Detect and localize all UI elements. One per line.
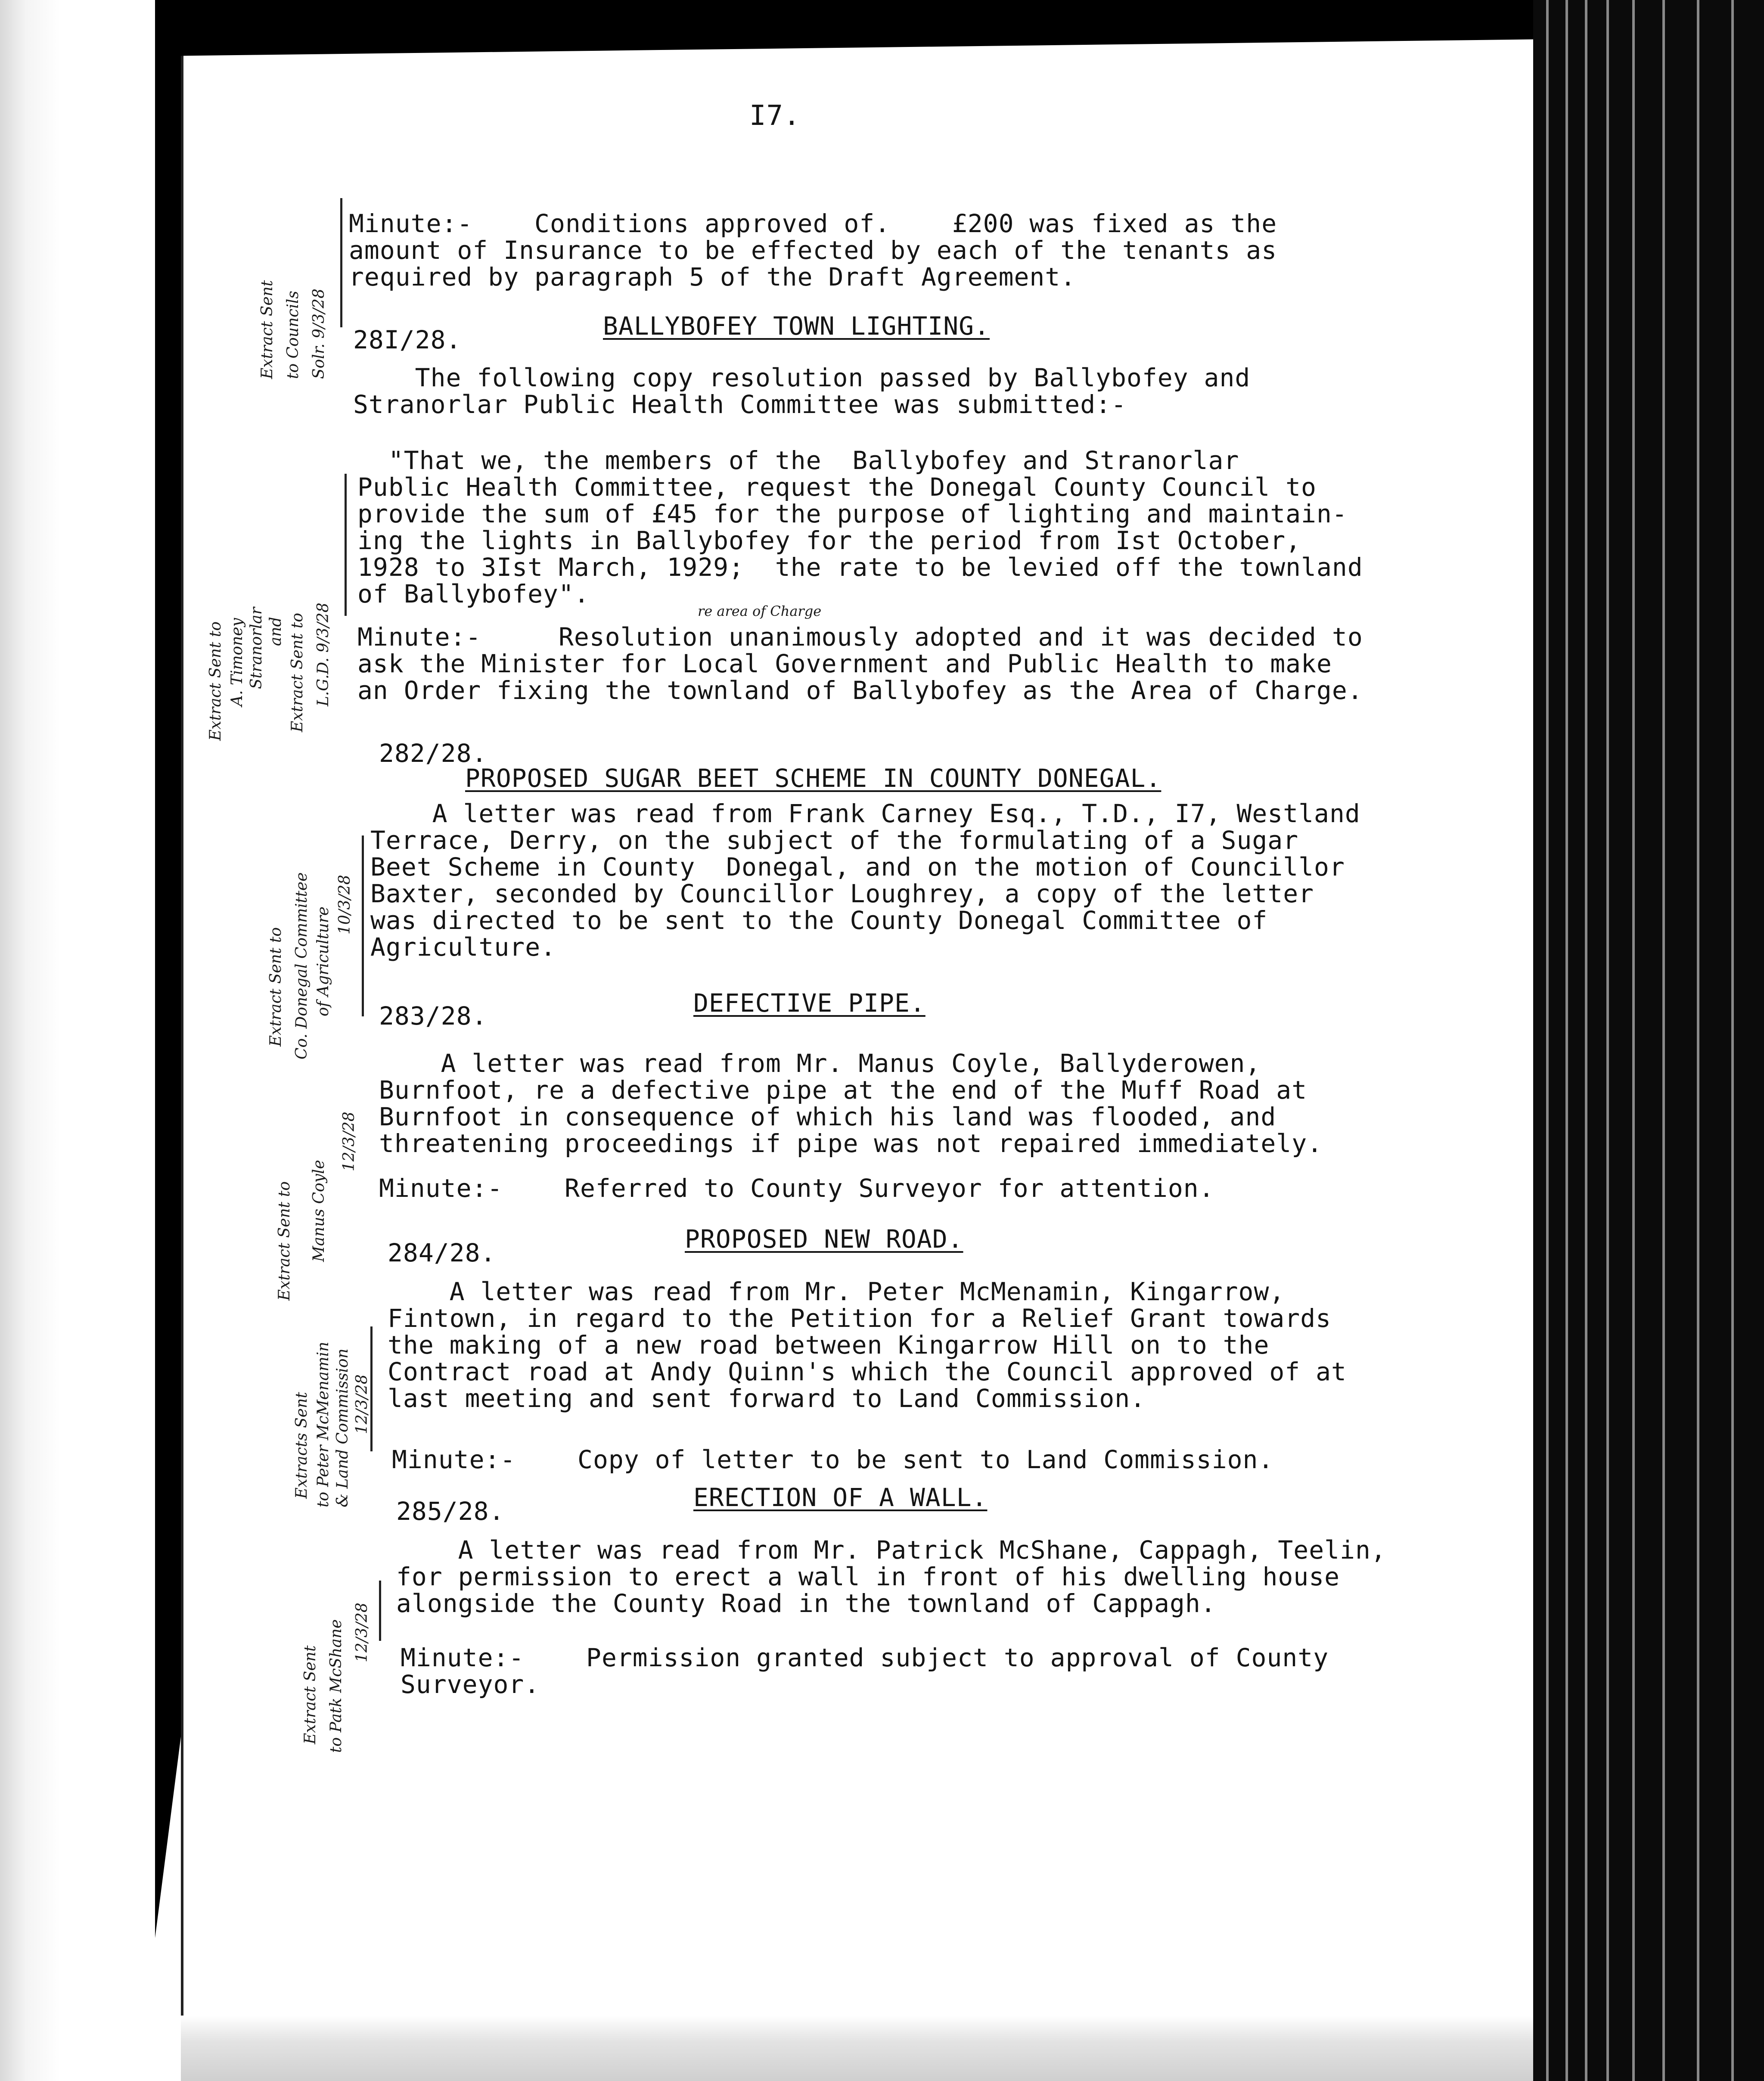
minute-line: Minute:- Referred to County Surveyor for attention. [379, 1174, 1214, 1203]
minute-line: ask the Minister for Local Government and Public Health to make [357, 649, 1332, 678]
paragraph-line: Terrace, Derry, on the subject of the formulating of a Sugar [370, 826, 1299, 855]
margin-note: A. Timoney [228, 618, 246, 706]
margin-note: to Peter McMenamin [314, 1342, 332, 1507]
entry-heading: DEFECTIVE PIPE. [693, 988, 925, 1018]
resolution-line: "That we, the members of the Ballybofey and Stranorlar [357, 446, 1239, 475]
margin-note: Extract Sent [258, 280, 276, 379]
paragraph-line: A letter was read from Mr. Patrick McShane, Cappagh, Teelin, [396, 1535, 1386, 1565]
margin-note: to Patk McShane [327, 1619, 345, 1753]
margin-note: Extract Sent to [267, 927, 285, 1047]
resolution-line: Public Health Committee, request the Donegal County Council to [357, 472, 1317, 502]
paragraph-line: Burnfoot in consequence of which his land was flooded, and [379, 1102, 1276, 1131]
margin-note: of Agriculture [314, 906, 332, 1016]
margin-note: & Land Commission [334, 1348, 351, 1507]
entry-number: 283/28. [379, 1001, 488, 1031]
paragraph-line: threatening proceedings if pipe was not repaired immediately. [379, 1129, 1323, 1158]
paragraph-line: last meeting and sent forward to Land Commission. [388, 1384, 1146, 1413]
minute-line: Minute:- Permission granted subject to approval of County [401, 1643, 1329, 1672]
margin-note: Stranorlar [248, 607, 265, 689]
minute-line: Minute:- Conditions approved of. £200 was fixed as the [349, 209, 1277, 238]
margin-note: 12/3/28 [340, 1112, 358, 1171]
paragraph-line: A letter was read from Mr. Manus Coyle, Ballyderowen, [379, 1049, 1261, 1078]
margin-note: Solr. 9/3/28 [310, 289, 328, 379]
margin-rule [362, 836, 364, 1016]
resolution-line: ing the lights in Ballybofey for the period from Ist October, [357, 526, 1301, 555]
minute-line: required by paragraph 5 of the Draft Agreement. [349, 262, 1076, 292]
minute-line: Surveyor. [401, 1670, 540, 1699]
resolution-line: of Ballybofey". [357, 579, 590, 609]
minute-line: an Order fixing the townland of Ballybofey as the Area of Charge. [357, 676, 1363, 705]
minute-line: Minute:- Copy of letter to be sent to Land Commission. [392, 1445, 1274, 1474]
page-number: I7. [749, 100, 801, 132]
paragraph-line: Contract road at Andy Quinn's which the Council approved of at [388, 1357, 1347, 1386]
paragraph-line: Fintown, in regard to the Petition for a Relief Grant towards [388, 1304, 1332, 1333]
entry-heading: PROPOSED SUGAR BEET SCHEME IN COUNTY DONEGAL. [465, 764, 1162, 793]
resolution-line: 1928 to 3Ist March, 1929; the rate to be levied off the townland [357, 553, 1363, 582]
paragraph-line: Burnfoot, re a defective pipe at the end of the Muff Road at [379, 1075, 1307, 1105]
page-left-edge [0, 0, 65, 2081]
margin-rule [345, 474, 347, 616]
paragraph-line: A letter was read from Mr. Peter McMenamin, Kingarrow, [388, 1277, 1285, 1306]
bottom-shadow [181, 2016, 1533, 2081]
paragraph-line: Agriculture. [370, 932, 556, 962]
paragraph-line: alongside the County Road in the townland of Cappagh. [396, 1589, 1216, 1618]
margin-note: Extracts Sent [293, 1392, 311, 1499]
minute-line: Minute:- Resolution unanimously adopted and it was decided to [357, 622, 1363, 652]
margin-note: Co. Donegal Committee [293, 872, 311, 1059]
margin-note: Extract Sent [301, 1645, 319, 1744]
margin-note: Extract Sent to [289, 613, 306, 732]
margin-note: Manus Coyle [310, 1160, 328, 1262]
margin-note: 12/3/28 [353, 1374, 371, 1434]
entry-heading: PROPOSED NEW ROAD. [685, 1224, 963, 1254]
paragraph-line: was directed to be sent to the County Donegal Committee of [370, 906, 1268, 935]
entry-heading: ERECTION OF A WALL. [693, 1483, 988, 1512]
margin-note: 12/3/28 [353, 1603, 371, 1662]
paragraph-line: The following copy resolution passed by Ballybofey and [353, 363, 1251, 392]
margin-rule [340, 198, 342, 327]
minute-line: amount of Insurance to be effected by each of the tenants as [349, 236, 1277, 265]
margin-note: Extract Sent to [207, 621, 224, 741]
margin-note: 10/3/28 [336, 875, 354, 935]
paragraph-line: for permission to erect a wall in front of his dwelling house [396, 1562, 1340, 1591]
margin-note: Extract Sent to [276, 1181, 293, 1301]
resolution-line: provide the sum of £45 for the purpose of lighting and maintain- [357, 499, 1348, 528]
margin-note: to Councils [284, 291, 302, 379]
margin-note: L.G.D. 9/3/28 [314, 603, 332, 706]
handwritten-insertion: re area of Charge [698, 603, 822, 619]
paragraph-line: Beet Scheme in County Donegal, and on the motion of Councillor [370, 852, 1345, 882]
margin-note: and [267, 617, 285, 646]
paragraph-line: Stranorlar Public Health Committee was submitted:- [353, 390, 1127, 419]
paragraph-line: A letter was read from Frank Carney Esq., T.D., I7, Westland [370, 799, 1360, 828]
entry-number: 282/28. [379, 739, 488, 768]
page-stack-right [1533, 0, 1764, 2081]
paragraph-line: the making of a new road between Kingarrow Hill on to the [388, 1330, 1270, 1360]
entry-number: 284/28. [388, 1238, 496, 1267]
entry-number: 285/28. [396, 1497, 505, 1526]
entry-number: 28I/28. [353, 325, 462, 354]
entry-heading: BALLYBOFEY TOWN LIGHTING. [603, 311, 990, 341]
paragraph-line: Baxter, seconded by Councillor Loughrey, a copy of the letter [370, 879, 1314, 908]
margin-rule [379, 1581, 381, 1641]
